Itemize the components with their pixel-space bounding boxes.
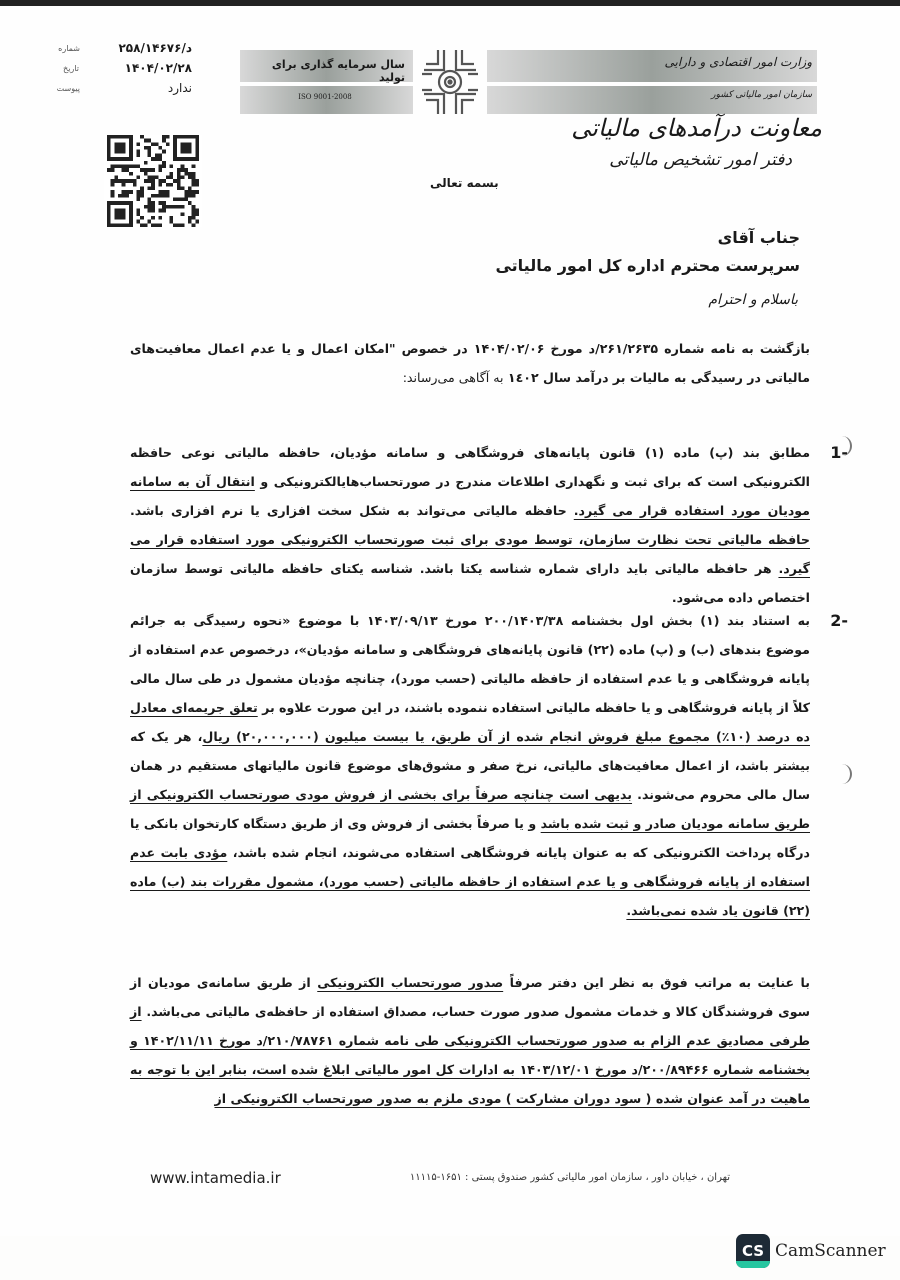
reference-label: شماره [58, 43, 80, 53]
ministry-text: وزارت امور اقتصادی و دارایی [664, 55, 812, 69]
item-text: و یا صرفاً بخشی از فروش وی از طریق دستگاه کارتخوان بانکی یا درگاه پرداخت الکترونیکی که به عنوان پایانه فروشگاهی استفاده می‌شوند، انجام شده باشد، [130, 816, 811, 860]
item-text: به استناد بند (۱) بخش اول بخشنامه ۲۰۰/۱۴۰۳/۳۸ مورخ ۱۴۰۳/۰۹/۱۳ با موضوع [290, 613, 810, 628]
date-label: تاریخ [63, 63, 79, 73]
deputy-title: معاونت درآمدهای مالیاتی [571, 114, 822, 142]
item-text: حافظه مالیاتی می‌تواند به شکل سخت افزاری یا نرم افزاری باشد. [130, 503, 574, 518]
camscanner-watermark [736, 1234, 886, 1268]
date-row [62, 58, 192, 78]
handwritten-greeting: باسلام و احترام [708, 292, 798, 308]
closing-text: از طریق سامانه‌ی مودیان از سوی فروشندگان کالا و خدمات مشمول صدور صورت حساب، مصداق استفاده از حافظه‌ی مالیاتی می‌باشد. [130, 975, 810, 1019]
qr-code [104, 135, 202, 227]
bold-subject: «نحوه رسیدگی به جرائم موضوع بندهای (ب) و (پ) ماده (۲۲) قانون پایانه‌های فروشگاهی و سامانه مؤدیان» [130, 613, 810, 657]
item-text: ، هر یک که بیشتر باشد، از اعمال معافیت‌های مالیاتی، نرخ صفر و مشوق‌های موضوع قانون مالیاتهای مستقیم در همان سال مالی محروم می‌شوند. [130, 729, 810, 802]
underlined-text: از طرفی مصادیق عدم الزام به صدور صورتحساب الکترونیکی طی نامه شماره ۲۱۰/۷۸۷۶۱/د مورخ ۱۴۰۲/۱۱/۱۱ و بخشنامه شماره ۲۰۰/۸۹۴۶۶/د مورخ ۱۴۰۳/۱۲/۰۱ به ادارات کل امور مالیاتی ابلاغ شده است، بنابر این با توجه به ماهیت در آمد عنوان شده ( سود دوران مشارکت ) مودی ملزم به صدور صورتحساب الکترونیکی از [130, 1004, 811, 1106]
basmala: بسمه تعالی [430, 176, 499, 190]
intro-subject: بازگشت به نامه شماره ۲۶۱/۲۶۳۵/د مورخ ۱۴۰۴/۰۲/۰۶ در خصوص "امکان اعمال و یا عدم اعمال معافیت‌های مالیاتی در رسیدگی به مالیات بر درآمد سال ۱٤۰۲ [130, 341, 811, 385]
item-text: ، درخصوص عدم استفاده از پایانه فروشگاهی و یا عدم استفاده از حافظه مالیاتی (حسب مورد)، چنانچه مؤدیان مشمول در طی سال مالی کلاً از پایانه فروشگاهی و یا حافظه مالیاتی استفاده ننموده باشند، در این صورت علاوه بر [130, 642, 811, 715]
underlined-text: بدیهی است چنانچه صرفاً برای بخشی از فروش مودی صورتحساب الکترونیکی از طریق سامانه مودیان صادر و ثبت شده باشد [130, 787, 810, 831]
office-title: دفتر امور تشخیص مالیاتی [609, 150, 792, 170]
tax-organization-emblem-icon [416, 44, 484, 120]
attachment-row [56, 78, 192, 98]
addressee-title: سرپرست محترم اداره کل امور مالیاتی [495, 256, 800, 275]
attachment-label: پیوست [56, 83, 80, 93]
intro-paragraph [130, 334, 810, 392]
closing-paragraph [130, 968, 810, 1113]
reference-number: د/۲۵۸/۱۴۶۷۶ [118, 41, 192, 55]
iso-text: ISO 9001-2008 [298, 93, 352, 101]
underlined-text: انتقال آن به سامانه مودیان مورد استفاده قرار می گیرد. [130, 474, 810, 518]
closing-text: با عنایت به مراتب فوق به نظر این دفتر صرفاً [503, 975, 811, 990]
list-item-2 [130, 606, 848, 925]
footer-address: تهران ، خیابان داور ، سازمان امور مالیاتی کشور صندوق پستی : ۱۶۵۱-۱۱۱۱۵ [409, 1172, 730, 1183]
footer-website: www.intamedia.ir [150, 1169, 281, 1187]
item-number: 2- [830, 611, 848, 630]
camscanner-logo-icon: CS [736, 1234, 770, 1268]
underlined-text: مؤدی بابت عدم استفاده از پایانه فروشگاهی و یا عدم استفاده از حافظه مالیاتی (حسب مورد)، مشمول مقررات بند (ب) ماده (۲۲) قانون یاد شده نمی‌باشد. [130, 845, 810, 918]
underlined-text: حافظه مالیاتی تحت نظارت سازمان، توسط مودی برای ثبت صورتحساب الکترونیکی مورد استفاده قرار می گیرد. [130, 532, 810, 576]
camscanner-brand: CamScanner [775, 1241, 886, 1261]
item-number: 1- [830, 443, 848, 462]
addressee-salutation: جناب آقای [717, 228, 800, 247]
letter-meta [56, 38, 192, 98]
list-item-1 [130, 438, 848, 612]
underlined-text: صدور صورتحساب الکترونیکی [317, 975, 504, 990]
item-text: مطابق بند (پ) ماده (۱) قانون پایانه‌های فروشگاهی و سامانه مؤدیان، حافظه مالیاتی نوعی حافظه الکترونیکی است که برای ثبت و نگهداری اطلاعات مندرج در صورتحساب‌هایالکترونیکی و [130, 445, 810, 489]
attachment-value: ندارد [167, 81, 192, 95]
letter-date: ۱۴۰۴/۰۲/۲۸ [124, 61, 192, 75]
slogan-text: سال سرمایه گذاری برای تولید [271, 58, 405, 84]
organization-text: سازمان امور مالیاتی کشور [711, 90, 812, 100]
reference-row [58, 38, 192, 58]
underlined-text: تعلق جریمه‌ای معادل ده درصد (۱۰٪) مجموع مبلغ فروش انجام شده از آن طریق، یا بیست میلیون (۲۰,۰۰۰,۰۰۰) ریال [130, 700, 810, 744]
item-text: هر حافظه مالیاتی باید دارای شماره شناسه یکتا باشد. شناسه یکتای حافظه مالیاتی توسط سازمان اختصاص داده می‌شود. [130, 561, 810, 605]
intro-ending: به آگاهی می‌رساند: [402, 370, 504, 385]
